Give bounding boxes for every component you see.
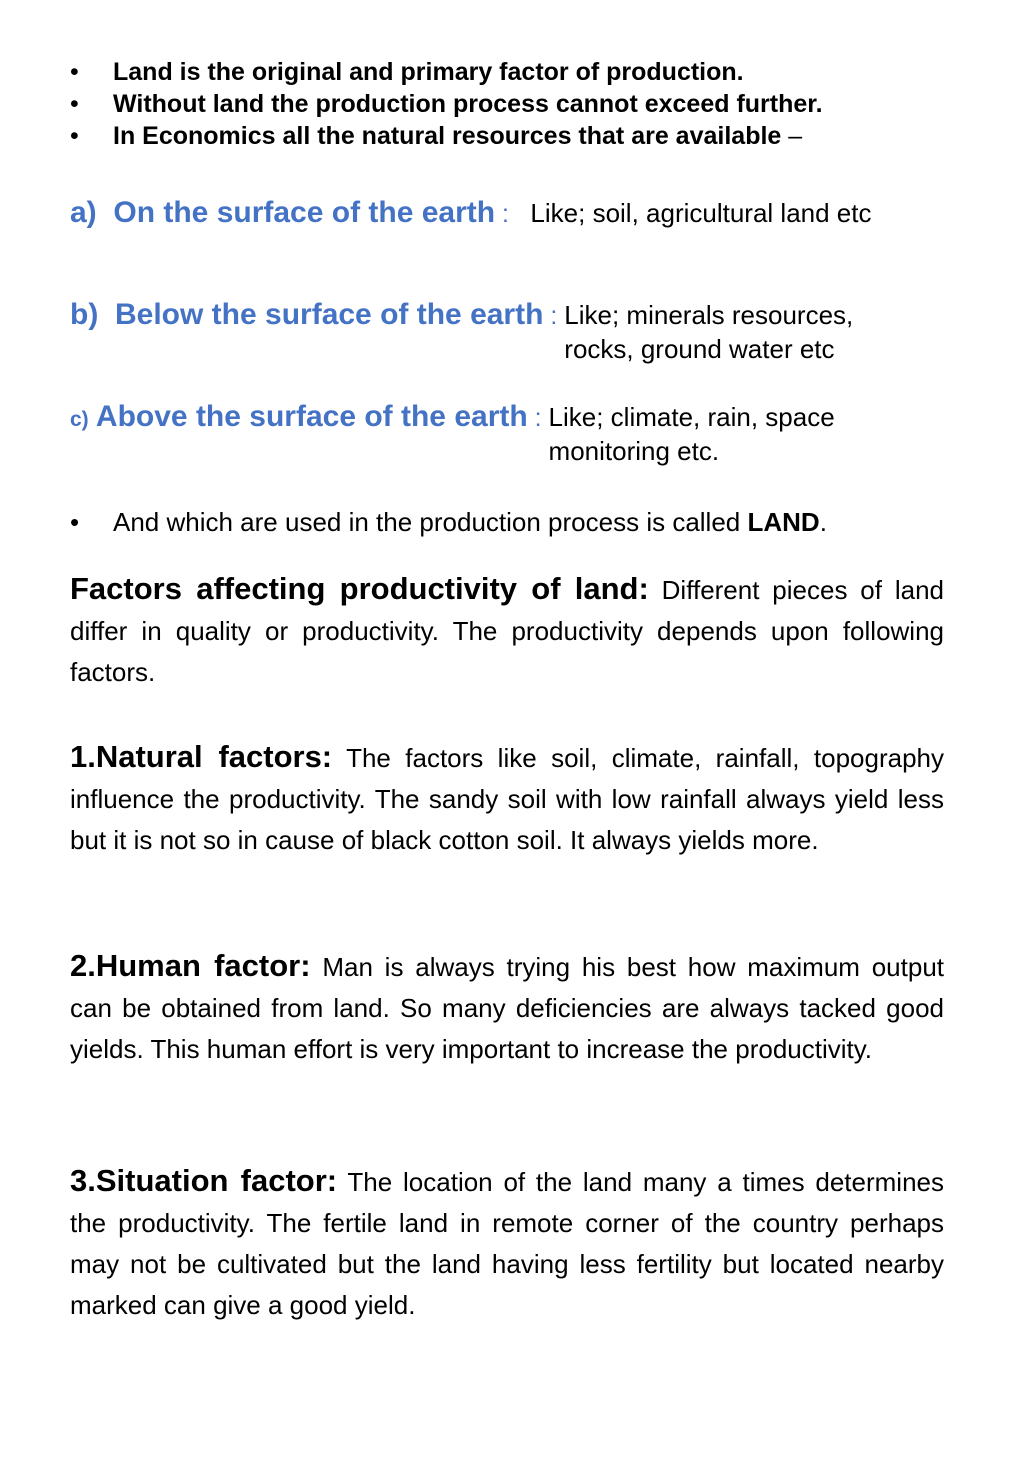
item-c-marker: c) bbox=[70, 408, 89, 431]
item-a-separator: : bbox=[495, 200, 516, 228]
item-c-separator: : bbox=[527, 404, 549, 432]
intro-bullet-list bbox=[70, 56, 990, 152]
item-a-description: Like; soil, agricultural land etc bbox=[530, 198, 872, 228]
paragraph-lead: Factors affecting productivity of land: bbox=[70, 571, 649, 606]
item-a bbox=[70, 196, 886, 230]
paragraph-text: The location of the land many a times determines the productivity. The fertile land in remote corner of the country perhaps may not be cultivated but the land having less fertility but located nearby marked can give a good yield. bbox=[70, 1167, 944, 1320]
item-b bbox=[70, 298, 909, 366]
paragraph-human-factor bbox=[70, 945, 944, 1070]
item-b-marker: b) bbox=[70, 298, 99, 331]
item-a-marker: a) bbox=[70, 196, 97, 229]
paragraph-situation-factor bbox=[70, 1160, 944, 1326]
item-a-heading bbox=[70, 196, 495, 229]
paragraph-lead: 2.Human factor: bbox=[70, 948, 311, 983]
closing-bullet: • And which are used in the production process is called LAND. bbox=[70, 506, 990, 538]
bullet-item: • Land is the original and primary factor of production. bbox=[70, 56, 990, 88]
bullet-dash: – bbox=[781, 122, 803, 150]
item-c-title: Above the surface of the earth bbox=[95, 400, 528, 433]
item-a-title: On the surface of the earth bbox=[113, 196, 496, 229]
item-b-heading bbox=[70, 298, 543, 331]
item-b-description: Like; minerals resources, rocks, ground water etc bbox=[564, 300, 854, 364]
land-keyword: LAND bbox=[747, 507, 820, 537]
item-b-separator: : bbox=[543, 302, 565, 330]
paragraph-natural-factors bbox=[70, 736, 944, 861]
paragraph-productivity-factors bbox=[70, 568, 944, 693]
item-b-title: Below the surface of the earth bbox=[115, 298, 544, 331]
paragraph-text: The factors like soil, climate, rainfall, topography influence the productivity. The sandy soil with low rainfall always yield less but it is not so in cause of black cotton soil. It always yields more. bbox=[70, 743, 944, 855]
paragraph-text: Man is always trying his best how maximum output can be obtained from land. So many deficiencies are always tacked good yields. This human effort is very important to increase the productivity. bbox=[70, 952, 945, 1064]
paragraph-lead: 3.Situation factor: bbox=[70, 1163, 338, 1198]
bullet-item: • Without land the production process cannot exceed further. bbox=[70, 88, 990, 120]
paragraph-text: Different pieces of land differ in quality or productivity. The productivity depends upon following factors. bbox=[70, 575, 944, 687]
item-c bbox=[70, 400, 894, 468]
paragraph-lead: 1.Natural factors: bbox=[70, 739, 333, 774]
item-c-description: Like; climate, rain, space monitoring etc. bbox=[548, 402, 835, 466]
item-c-heading bbox=[70, 400, 528, 433]
bullet-item: • In Economics all the natural resources that are available – bbox=[70, 120, 990, 152]
